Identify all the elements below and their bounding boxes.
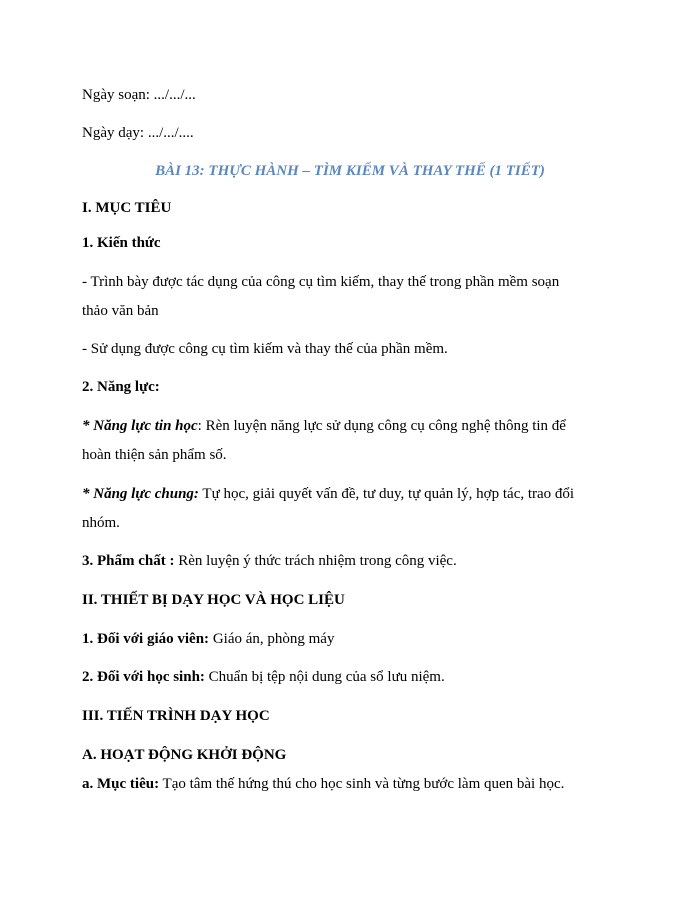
nang-luc-chung-text: Tự học, giải quyết vấn đề, tư duy, tự quản lý, hợp tác, trao đổi <box>198 486 575 502</box>
nang-luc-tin-hoc <box>82 413 566 439</box>
doi-voi-giao-vien <box>82 626 334 652</box>
subheading-nang-luc: 2. Năng lực: <box>82 379 160 395</box>
kien-thuc-line-1a: - Trình bày được tác dụng của công cụ tìm kiếm, thay thế trong phần mềm soạn <box>82 274 560 290</box>
nang-luc-chung-label: * Năng lực chung: <box>82 486 199 502</box>
kien-thuc-line-1b: thảo văn bản <box>82 303 159 319</box>
ngay-soan: Ngày soạn: .../.../... <box>82 87 196 103</box>
nang-luc-chung <box>82 481 574 507</box>
pham-chat-label: 3. Phẩm chất : <box>82 553 175 569</box>
giao-vien-label: 1. Đối với giáo viên: <box>82 631 210 647</box>
muc-tieu-khoi-dong <box>82 771 564 797</box>
muc-tieu-text: Tạo tâm thế hứng thú cho học sinh và từng bước làm quen bài học. <box>159 776 565 792</box>
giao-vien-text: Giáo án, phòng máy <box>209 631 335 647</box>
pham-chat-text: Rèn luyện ý thức trách nhiệm trong công việc. <box>174 553 457 569</box>
subheading-khoi-dong: A. HOẠT ĐỘNG KHỞI ĐỘNG <box>82 747 287 763</box>
ngay-day: Ngày dạy: .../.../.... <box>82 125 194 141</box>
doi-voi-hoc-sinh <box>82 664 445 690</box>
pham-chat <box>82 548 457 574</box>
nang-luc-chung-cont: nhóm. <box>82 515 120 531</box>
section-heading-thiet-bi: II. THIẾT BỊ DẠY HỌC VÀ HỌC LIỆU <box>82 592 345 608</box>
nang-luc-tin-hoc-label: * Năng lực tin học <box>82 418 198 434</box>
section-heading-tien-trinh: III. TIẾN TRÌNH DẠY HỌC <box>82 708 270 724</box>
hoc-sinh-text: Chuẩn bị tệp nội dung của sổ lưu niệm. <box>204 669 445 685</box>
section-heading-muc-tieu: I. MỤC TIÊU <box>82 200 172 216</box>
nang-luc-tin-hoc-cont: hoàn thiện sản phẩm số. <box>82 447 227 463</box>
nang-luc-tin-hoc-text: : Rèn luyện năng lực sử dụng công cụ công nghệ thông tin để <box>197 418 566 434</box>
lesson-title: BÀI 13: THỰC HÀNH – TÌM KIẾM VÀ THAY THẾ (1 TIẾT) <box>155 163 545 179</box>
subheading-kien-thuc: 1. Kiến thức <box>82 235 161 251</box>
kien-thuc-line-2: - Sử dụng được công cụ tìm kiếm và thay thế của phần mềm. <box>82 341 448 357</box>
muc-tieu-label: a. Mục tiêu: <box>82 776 160 792</box>
hoc-sinh-label: 2. Đối với học sinh: <box>82 669 205 685</box>
